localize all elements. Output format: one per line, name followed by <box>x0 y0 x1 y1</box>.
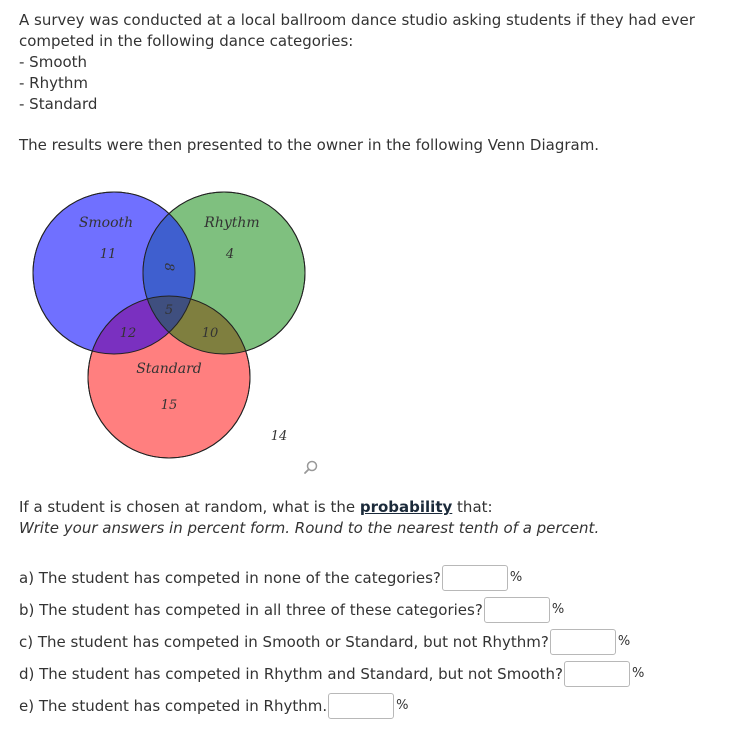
percent-c: % <box>617 634 631 649</box>
question-prompt <box>19 497 493 518</box>
prompt-post: that: <box>452 498 493 516</box>
answer-b-input[interactable] <box>484 597 550 623</box>
value-rhythm-standard: 10 <box>201 326 219 341</box>
problem-intro <box>19 10 725 115</box>
category-smooth: - Smooth <box>19 53 88 71</box>
percent-d: % <box>632 666 645 681</box>
question-c-label: c) The student has competed in Smooth or Standard, but not Rhythm? <box>19 633 549 651</box>
question-a-label: a) The student has competed in none of the categories? <box>19 569 441 587</box>
answer-a-input[interactable] <box>442 565 508 591</box>
value-smooth-rhythm: 8 <box>161 262 176 272</box>
value-all-three: 5 <box>164 303 174 318</box>
question-b-label: b) The student has competed in all three of these categories? <box>19 601 483 619</box>
answer-d-input[interactable] <box>564 661 630 687</box>
percent-b: % <box>551 602 565 617</box>
zoom-icon[interactable] <box>305 462 317 474</box>
value-smooth-only: 11 <box>99 247 117 262</box>
probability-link[interactable]: probability <box>359 498 453 516</box>
question-b <box>19 597 564 623</box>
answer-e-input[interactable] <box>328 693 394 719</box>
category-rhythm: - Rhythm <box>19 74 88 92</box>
label-rhythm: Rhythm <box>204 215 260 231</box>
value-smooth-standard: 12 <box>119 326 137 341</box>
question-c <box>19 629 630 655</box>
answer-c-input[interactable] <box>550 629 616 655</box>
label-smooth: Smooth <box>78 215 134 231</box>
instruction-text: Write your answers in percent form. Round to the nearest tenth of a percent. <box>19 519 600 537</box>
value-none: 14 <box>270 429 288 444</box>
value-standard-only: 15 <box>160 398 178 413</box>
value-rhythm-only: 4 <box>225 247 235 262</box>
venn-diagram <box>0 180 380 490</box>
category-standard: - Standard <box>19 95 98 113</box>
results-text: The results were then presented to the owner in the following Venn Diagram. <box>19 136 600 154</box>
question-e <box>19 693 408 719</box>
percent-a: % <box>509 570 523 585</box>
label-standard: Standard <box>136 361 202 377</box>
question-d <box>19 661 644 687</box>
intro-text: A survey was conducted at a local ballroom dance studio asking students if they had ever competed in the following dance categories: <box>19 11 695 50</box>
question-d-label: d) The student has competed in Rhythm and Standard, but not Smooth? <box>19 665 564 683</box>
question-e-label: e) The student has competed in Rhythm. <box>19 697 328 715</box>
question-a <box>19 565 522 591</box>
prompt-pre: If a student is chosen at random, what is the <box>19 498 360 516</box>
percent-e: % <box>396 698 409 713</box>
